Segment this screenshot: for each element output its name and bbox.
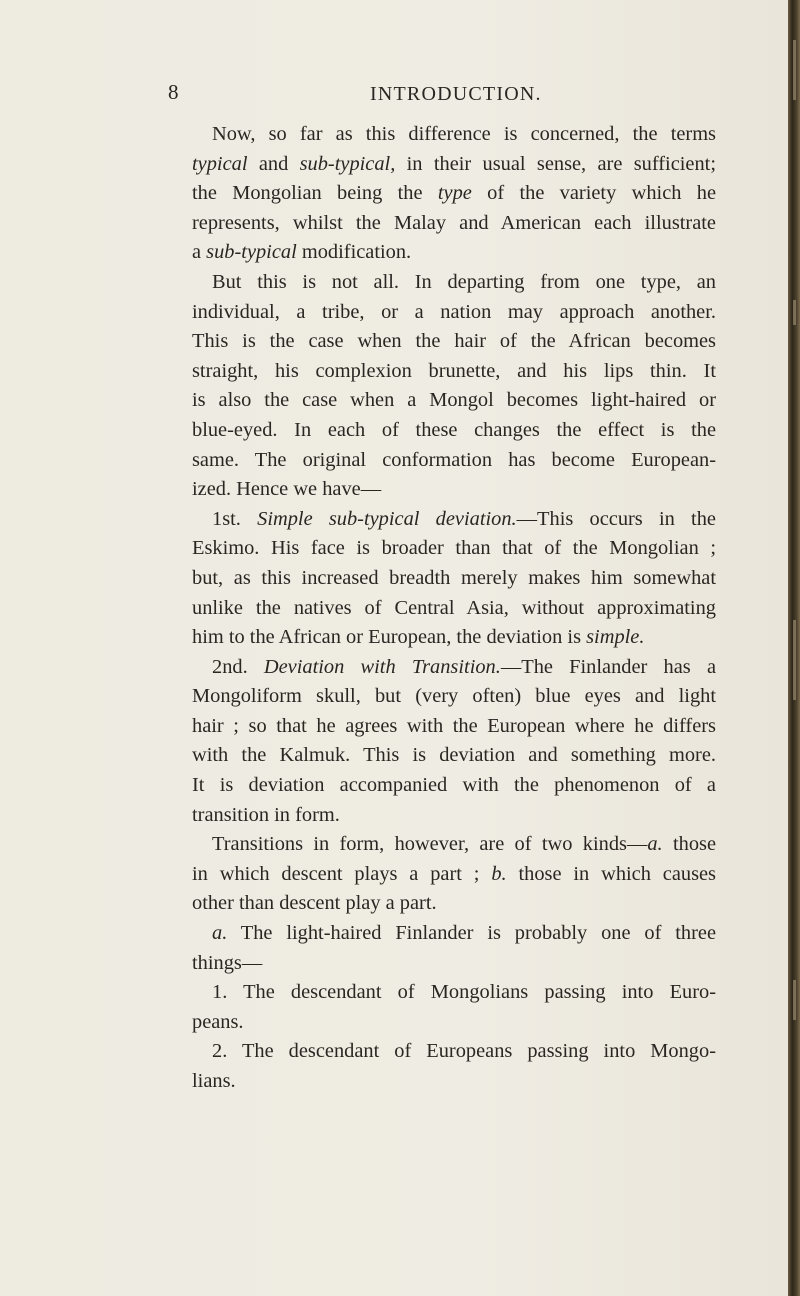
text-line [192,830,716,860]
text-run: 2nd. [212,655,264,678]
text-line [192,1008,716,1038]
text-line [192,120,716,150]
edge-speck [793,40,796,100]
edge-speck [793,620,796,700]
page-edge-binding [788,0,800,1296]
body-text [192,120,716,1097]
text-run: a [192,241,207,264]
text-run: of the variety which he [471,182,716,205]
text-run: but, as this increased breadth merely makes him somewhat [192,566,716,589]
text-run: other than descent play a part. [192,892,437,915]
text-run: —The Finlander has a [500,655,716,678]
running-head: INTRODUCTION. [370,83,542,105]
text-run: in which descent plays a part ; [192,862,492,885]
italic-text: typical [192,152,248,175]
text-run: 1. The descendant of Mongolians passing into Euro- [212,981,716,1004]
italic-text: b. [491,862,507,885]
text-run: represents, whilst the Malay and American each illustrate [192,211,716,234]
text-line [192,919,716,949]
text-line [192,179,716,209]
text-line [192,209,716,239]
text-line [192,949,716,979]
text-run: Eskimo. His face is broader than that of the Mongolian ; [192,537,716,560]
text-line [192,860,716,890]
text-run: 1st. [212,507,258,530]
text-line [192,1037,716,1067]
text-run: and [247,152,300,175]
text-line [192,653,716,683]
text-run: But this is not all. In departing from one type, an [212,270,716,293]
text-line [192,564,716,594]
text-line [192,978,716,1008]
text-run: transition in form. [192,803,340,826]
edge-speck [793,980,796,1020]
page-header [0,80,788,120]
text-line [192,682,716,712]
text-line [192,150,716,180]
text-run: lians. [192,1070,236,1092]
text-run: unlike the natives of Central Asia, without approximating [192,596,716,619]
text-run: those [662,833,716,856]
text-run: modification. [296,241,412,264]
text-run: him to the African or European, the deviation is [192,626,587,649]
text-run: —This occurs in the [516,507,716,530]
text-line [192,238,716,268]
text-run: hair ; so that he agrees with the European where he differs [192,714,716,737]
italic-text: a. [212,922,228,945]
text-run: This is the case when the hair of the African becomes [192,330,716,353]
text-run: The light-haired Finlander is probably one of three [227,922,716,945]
text-line [192,534,716,564]
text-line [192,741,716,771]
text-run: things— [192,951,263,974]
text-run: straight, his complexion brunette, and his lips thin. It [192,359,716,382]
text-line [192,475,716,505]
text-line [192,357,716,387]
page-number: 8 [168,80,179,104]
text-run: Transitions in form, however, are of two kinds— [212,833,648,856]
text-line [192,594,716,624]
text-line [192,416,716,446]
text-line [192,268,716,298]
edge-speck [793,300,796,325]
text-run: 2. The descendant of Europeans passing into Mongo- [212,1040,716,1063]
text-run: in their usual sense, are sufficient; [395,152,716,175]
text-line [192,505,716,535]
italic-text: sub-typical, [299,152,396,175]
text-line [192,771,716,801]
italic-text: sub-typical [206,241,297,264]
italic-text: type [437,182,472,205]
text-run: blue-eyed. In each of these changes the effect is the [192,418,716,441]
italic-text: simple. [586,626,645,649]
text-line [192,889,716,919]
text-line [192,386,716,416]
text-run: ized. Hence we have— [192,478,382,501]
text-line [192,298,716,328]
text-run: individual, a tribe, or a nation may approach another. [192,300,716,323]
italic-text: Deviation with Transition. [263,655,501,678]
text-run: Now, so far as this difference is concerned, the terms [212,123,716,145]
text-line [192,623,716,653]
italic-text: Simple sub-typical deviation. [257,507,517,530]
text-run: is also the case when a Mongol becomes light-haired or [192,389,716,412]
italic-text: a. [647,833,663,856]
text-run: with the Kalmuk. This is deviation and something more. [192,744,716,767]
text-line [192,446,716,476]
text-run: those in which causes [506,862,716,885]
text-line [192,801,716,831]
text-line [192,327,716,357]
text-run: It is deviation accompanied with the phenomenon of a [192,774,716,797]
text-line [192,1067,716,1097]
text-run: peans. [192,1010,244,1033]
text-line [192,712,716,742]
text-run: same. The original conformation has become European- [192,448,716,471]
text-run: the Mongolian being the [192,182,438,205]
text-run: Mongoliform skull, but (very often) blue eyes and light [192,685,716,708]
